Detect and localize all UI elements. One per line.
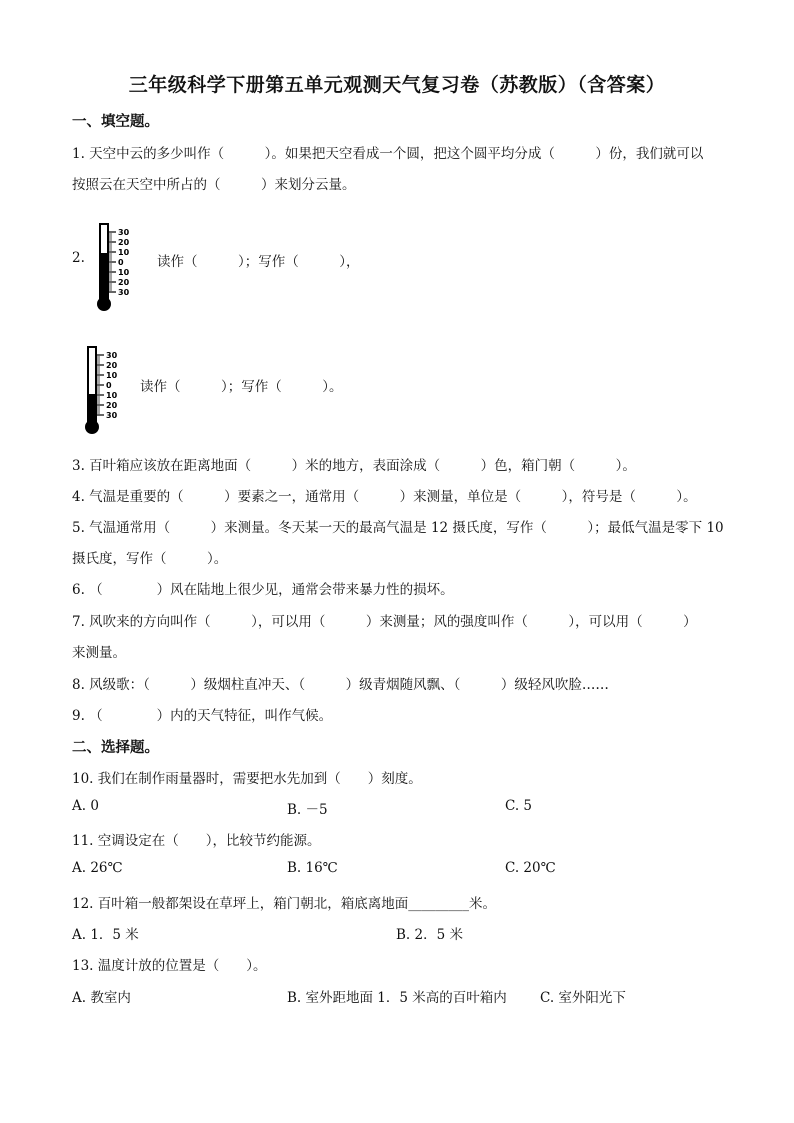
- question-13: 13. 温度计放的位置是（ ）。: [72, 958, 267, 974]
- thermometer-bulb: [85, 420, 99, 434]
- question-12-option-a: A. 1．5 米: [72, 927, 139, 943]
- question-13-option-b: B. 室外距地面 1．5 米高的百叶箱内: [287, 990, 507, 1006]
- thermometer-figure-1: [92, 222, 142, 314]
- page-title: 三年级科学下册第五单元观测天气复习卷（苏教版）（含答案）: [128, 74, 666, 96]
- question-10-option-c: C. 5: [505, 798, 533, 814]
- thermometer-tick-label: 10: [106, 371, 118, 380]
- thermometer-tick-label: 0: [106, 381, 112, 390]
- question-5-line-2: 摄氏度，写作（ ）。: [72, 551, 228, 567]
- question-11-option-b: B. 16℃: [287, 860, 338, 876]
- thermometer-tick-label: 30: [118, 288, 130, 297]
- question-6: 6. （ ）风在陆地上很少见，通常会带来暴力性的损坏。: [72, 582, 454, 598]
- question-11-option-c: C. 20℃: [505, 860, 556, 876]
- question-4: 4. 气温是重要的（ ）要素之一，通常用（ ）来测量，单位是（ ），符号是（ ）。: [72, 489, 697, 505]
- question-7-line-1: 7. 风吹来的方向叫作（ ），可以用（ ）来测量；风的强度叫作（ ），可以用（ ）: [72, 614, 697, 630]
- thermometer-tick-label: 20: [106, 361, 118, 370]
- question-13-option-c: C. 室外阳光下: [540, 990, 626, 1006]
- question-10-option-a: A. 0: [72, 798, 99, 814]
- question-2-text: 读作（ ）；写作（ ），: [157, 254, 360, 270]
- section-fill-in-title: 一、填空题。: [72, 114, 159, 130]
- question-10-option-b: B. －5: [287, 802, 328, 818]
- thermometer-tick-label: 20: [118, 238, 130, 247]
- thermometer-bulb: [97, 297, 111, 311]
- thermometer-tick-label: 10: [118, 268, 130, 277]
- thermometer-figure-2: [80, 345, 130, 437]
- thermometer-tick-label: 0: [118, 258, 124, 267]
- thermometer-liquid: [101, 253, 107, 300]
- question-2-number: 2.: [72, 250, 85, 266]
- question-8: 8. 风级歌：（ ）级烟柱直冲天、（ ）级青烟随风飘、（ ）级轻风吹脸……: [72, 677, 609, 693]
- thermometer-tick-label: 30: [106, 411, 118, 420]
- thermometer-tick-label: 30: [106, 351, 118, 360]
- question-1-line-1: 1. 天空中云的多少叫作（ ）。如果把天空看成一个圆，把这个圆平均分成（ ）份，我们就可以: [72, 146, 704, 162]
- thermometer-tick-label: 10: [106, 391, 118, 400]
- question-7-line-2: 来测量。: [72, 645, 126, 661]
- thermometer-tick-label: 20: [106, 401, 118, 410]
- thermometer-tick-label: 30: [118, 228, 130, 237]
- question-11-option-a: A. 26℃: [72, 860, 123, 876]
- thermometer-tick-label: 10: [118, 248, 130, 257]
- question-12-option-b: B. 2．5 米: [396, 927, 463, 943]
- question-13-option-a: A. 教室内: [72, 990, 131, 1006]
- thermometer-liquid: [89, 394, 95, 423]
- question-5-line-1: 5. 气温通常用（ ）来测量。冬天某一天的最高气温是 12 摄氏度，写作（ ）；最低气温是零下 10: [72, 520, 724, 536]
- question-2b-text: 读作（ ）；写作（ ）。: [140, 379, 343, 395]
- question-9: 9. （ ）内的天气特征，叫作气候。: [72, 708, 333, 724]
- question-1-line-2: 按照云在天空中所占的（ ）来划分云量。: [72, 177, 356, 193]
- section-choice-title: 二、选择题。: [72, 740, 159, 756]
- question-3: 3. 百叶箱应该放在距离地面（ ）米的地方，表面涂成（ ）色，箱门朝（ ）。: [72, 458, 636, 474]
- thermometer-tick-label: 20: [118, 278, 130, 287]
- question-11: 11. 空调设定在（ ），比较节约能源。: [72, 833, 321, 849]
- question-10: 10. 我们在制作雨量器时，需要把水先加到（ ）刻度。: [72, 771, 422, 787]
- question-12: 12. 百叶箱一般都架设在草坪上，箱门朝北，箱底离地面_________米。: [72, 896, 497, 912]
